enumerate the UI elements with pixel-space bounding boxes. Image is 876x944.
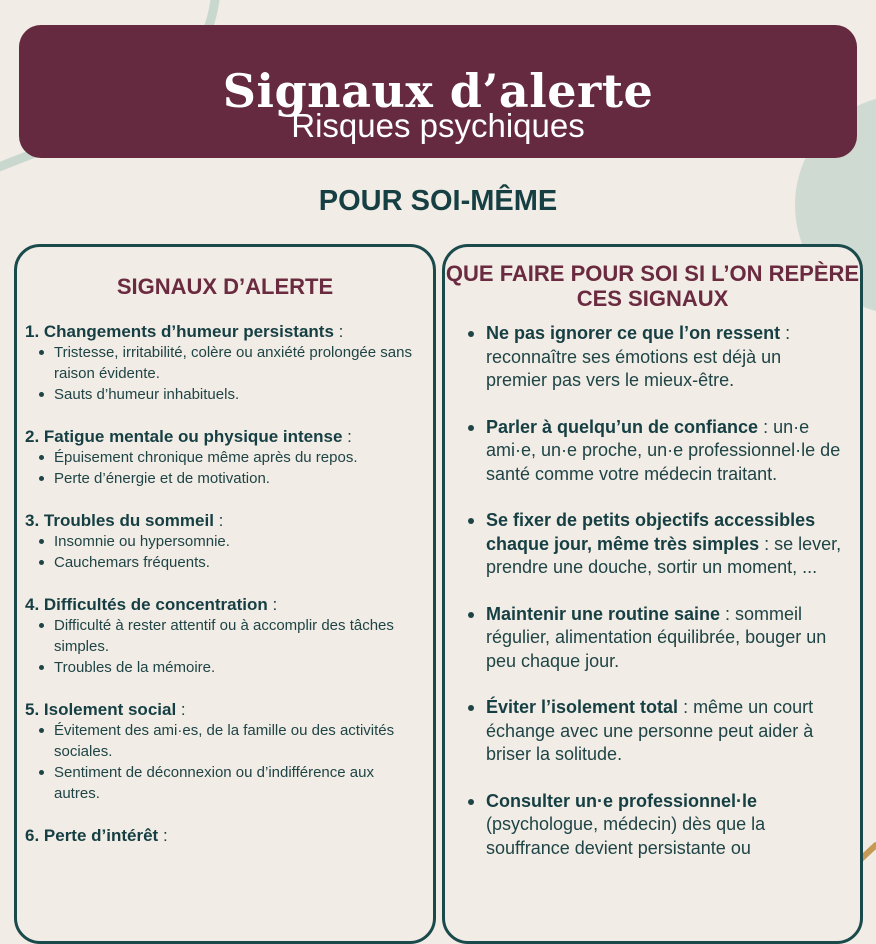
sign-heading: 1. Changements d’humeur persistants [25, 322, 334, 341]
list-item [468, 696, 844, 767]
actions-card [442, 244, 863, 944]
sign-heading: 3. Troubles du sommeil [25, 511, 214, 530]
warning-signs-list [25, 321, 423, 867]
warning-signs-title: SIGNAUX D’ALERTE [116, 274, 334, 299]
action-text: (psychologue, médecin) dès que la souffrance devient persistante ou [486, 814, 766, 858]
sign-bullet: Insomnie ou hypersomnie. [54, 531, 423, 552]
list-item [25, 510, 423, 573]
action-bold: Éviter l’isolement total [486, 697, 679, 717]
sign-heading: 6. Perte d’intérêt [25, 826, 159, 845]
section-title: POUR SOI-MÊME [318, 185, 558, 217]
sign-heading-suffix: : [267, 595, 278, 614]
sign-bullet: Sauts d’humeur inhabituels. [54, 384, 423, 405]
action-bold: Consulter un·e professionnel·le [486, 790, 758, 811]
list-item [468, 509, 844, 580]
action-text: : sommeil régulier, alimentation équilibrée, bouger un peu chaque jour. [486, 603, 827, 671]
list-item [468, 322, 844, 393]
action-bold: Ne pas ignorer ce que l’on ressent [486, 323, 781, 343]
actions-list [468, 322, 844, 883]
header-subtitle: Risques psychiques [291, 107, 585, 144]
list-item [25, 426, 423, 489]
sign-heading-suffix: : [213, 511, 224, 530]
sign-bullet: Difficulté à rester attentif ou à accomplir des tâches simples. [54, 615, 423, 657]
action-bold: Maintenir une routine saine [486, 603, 721, 624]
actions-title: QUE FAIRE POUR SOI SI L’ON REPÈRE CES SIGNAUX [445, 261, 860, 311]
warning-signs-card [14, 244, 436, 944]
sign-heading-suffix: : [342, 427, 352, 446]
list-item [25, 825, 423, 846]
list-item [25, 594, 423, 678]
sign-bullet: Cauchemars fréquents. [54, 552, 423, 573]
action-text: : se lever, prendre une douche, sortir un moment, ... [486, 533, 842, 577]
sign-bullet: Troubles de la mémoire. [54, 657, 423, 678]
action-bold: Se fixer de petits objectifs accessibles chaque jour, même très simples [486, 510, 816, 554]
action-bold: Parler à quelqu’un de confiance [486, 416, 759, 437]
list-item [468, 790, 844, 861]
action-text: : reconnaître ses émotions est déjà un premier pas vers le mieux-être. [486, 323, 791, 390]
header-banner [19, 25, 857, 158]
sign-bullet: Épuisement chronique même après du repos. [54, 447, 423, 468]
sign-bullet: Tristesse, irritabilité, colère ou anxiété prolongée sans raison évidente. [54, 342, 423, 384]
list-item [468, 416, 844, 487]
sign-heading-suffix: : [176, 700, 186, 719]
sign-heading: 4. Difficultés de concentration [25, 595, 268, 614]
sign-bullet: Sentiment de déconnexion ou d’indifférence aux autres. [54, 762, 423, 804]
sign-heading-suffix: : [333, 322, 344, 341]
action-text: : un·e ami·e, un·e proche, un·e professionnel·le de santé comme votre médecin traitant. [486, 416, 841, 484]
sign-bullet: Perte d’énergie et de motivation. [54, 468, 423, 489]
sign-heading: 2. Fatigue mentale ou physique intense [25, 427, 343, 446]
sign-heading-suffix: : [158, 826, 168, 845]
action-text: : même un court échange avec une personne peut aider à briser la solitude. [486, 697, 814, 764]
list-item [25, 699, 423, 804]
sign-bullet: Évitement des ami·es, de la famille ou des activités sociales. [54, 720, 423, 762]
header-title: Signaux d’alerte [222, 64, 654, 118]
list-item [468, 603, 844, 674]
sign-heading: 5. Isolement social [25, 700, 177, 719]
list-item [25, 321, 423, 405]
